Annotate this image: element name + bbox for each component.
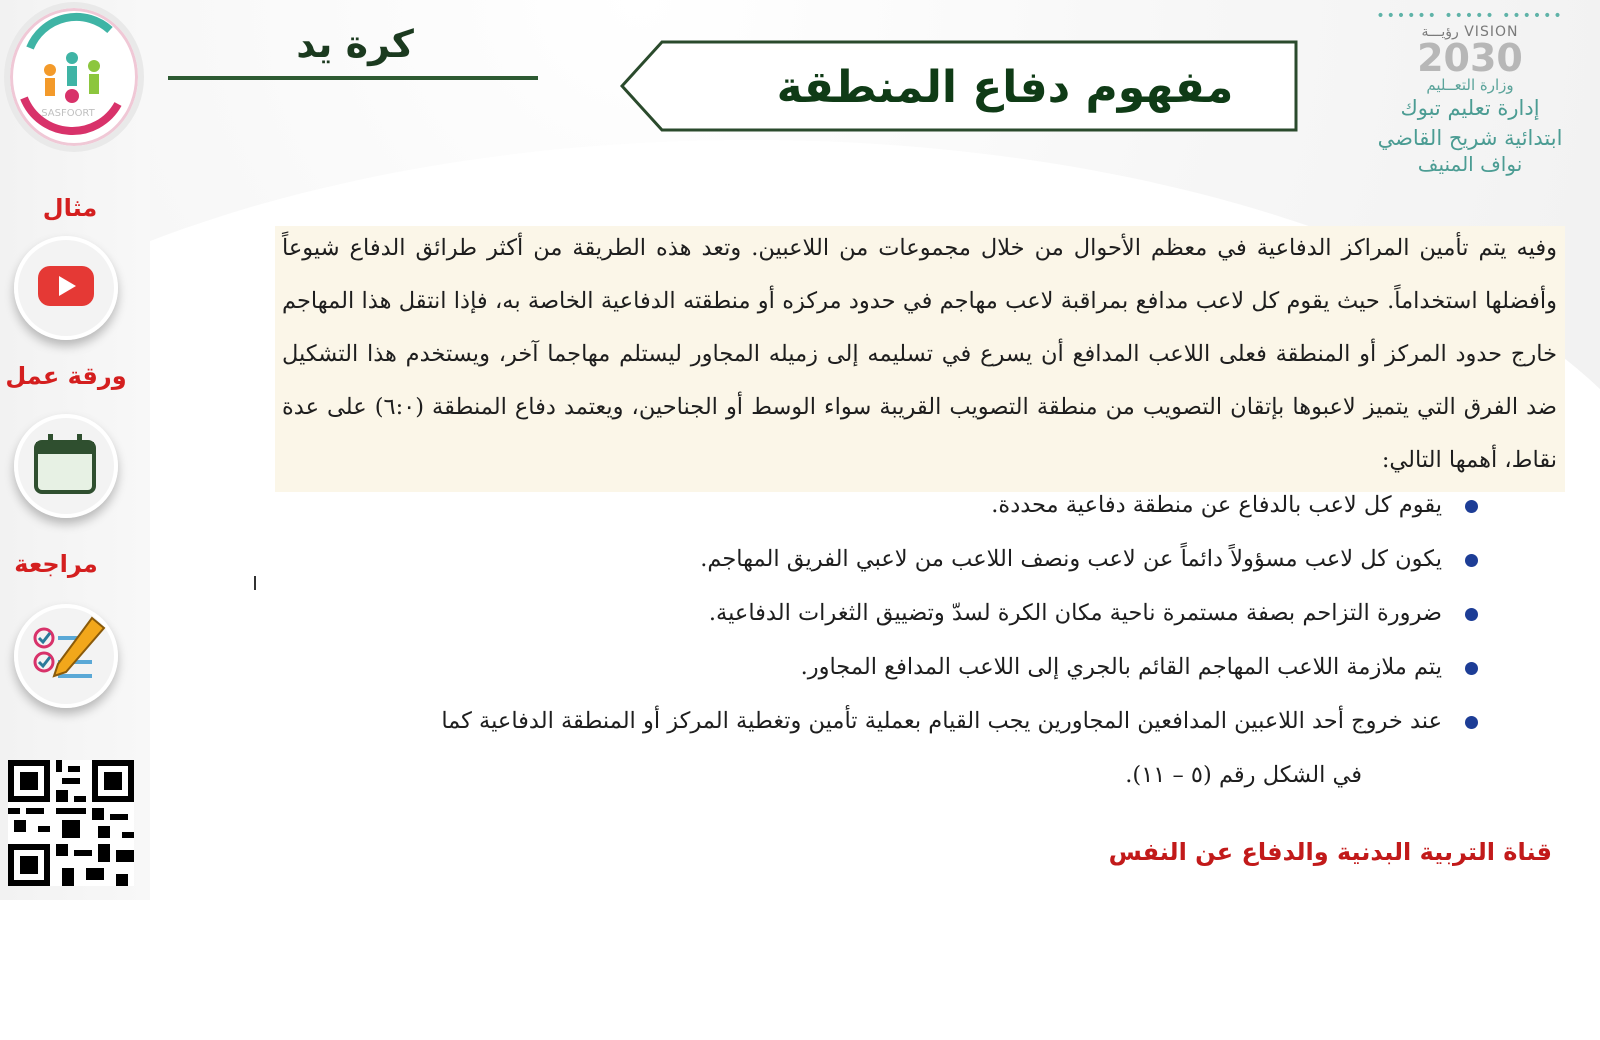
vision-year: 2030 <box>1417 36 1523 80</box>
subject-underline <box>168 76 538 80</box>
main-paragraph: وفيه يتم تأمين المراكز الدفاعية في معظم الأحوال من خلال مجموعات من اللاعبين. وتعد هذه الطريقة من أكثر طرائق الدفاع شيوعاً وأفضلها استخداماً. حيث يقوم كل لاعب مدافع بمراقبة لاعب مهاجم في حدود مركزه أو منطقته الدفاعية الخاصة به، فإذا انتقل هذا المهاجم خارج حدود المركز أو المنطقة فعلى اللاعب المدافع أن يسرع في تسليمه إلى زميله المجاور ليستلم مهاجما آخر، ويستخدم هذا التشكيل ضد الفرق التي يتميز لاعبوها بإتقان التصويب من منطقة التصويب القريبة سواء الوسط أو الجناحين، ويعتمد دفاع المنطقة (٦:٠) على عدة نقاط، أهمها التالي: <box>282 235 1558 473</box>
education-admin: إدارة تعليم تبوك <box>1400 96 1540 120</box>
sasfoort-logo <box>4 2 144 152</box>
list-item: ضرورة التزاحم بصفة مستمرة ناحية مكان الكرة لسدّ وتضييق الثغرات الدفاعية. <box>282 586 1492 640</box>
ministry-label: وزارة التعــليم <box>1426 76 1514 94</box>
checklist-pencil-icon <box>14 604 118 708</box>
bullet-dot <box>1465 500 1478 513</box>
list-item: يكون كل لاعب مسؤولاً دائماً عن لاعب ونصف اللاعب من لاعبي الفريق المهاجم. <box>282 532 1492 586</box>
worksheet-button[interactable] <box>14 414 118 518</box>
vision-label: VISION رؤيـــة <box>1421 24 1519 40</box>
review-button[interactable] <box>14 604 118 708</box>
youtube-icon <box>14 236 118 340</box>
page-title: مفهوم دفاع المنطقة <box>776 62 1234 113</box>
youtube-button[interactable] <box>14 236 118 340</box>
list-item: يتم ملازمة اللاعب المهاجم القائم بالجري إلى اللاعب المدافع المجاور. <box>282 640 1492 694</box>
text-cursor <box>254 576 256 590</box>
logo-text: SASFOORT <box>41 108 95 119</box>
bullet-dot <box>1465 608 1478 621</box>
subject-label: كرة يد <box>296 22 414 66</box>
bullet-dot <box>1465 554 1478 567</box>
bullet-list <box>282 478 1492 802</box>
channel-footer: قناة التربية البدنية والدفاع عن النفس <box>1108 838 1552 866</box>
worksheet-label: ورقة عمل <box>5 362 127 390</box>
qr-code-icon[interactable] <box>8 760 134 886</box>
calendar-icon <box>14 414 118 518</box>
review-label: مراجعة <box>14 550 98 578</box>
bullet-dot <box>1465 662 1478 675</box>
vision-dots: •••••• ••••• •••••• <box>1376 8 1564 24</box>
vision-block <box>1350 8 1590 176</box>
teacher-name: نواف المنيف <box>1417 152 1523 176</box>
example-label: مثال <box>42 194 98 222</box>
list-item: يقوم كل لاعب بالدفاع عن منطقة دفاعية محددة. <box>282 478 1492 532</box>
school-name: ابتدائية شريح القاضي <box>1377 126 1563 150</box>
bullet-dot <box>1465 716 1478 729</box>
bullet-continuation: في الشكل رقم (٥ – ١١). <box>1125 762 1362 788</box>
list-item: عند خروج أحد اللاعبين المدافعين المجاورين يجب القيام بعملية تأمين وتغطية المركز أو المنطقة الدفاعية كما في الشكل رقم (٥ – ١١). <box>282 694 1492 802</box>
